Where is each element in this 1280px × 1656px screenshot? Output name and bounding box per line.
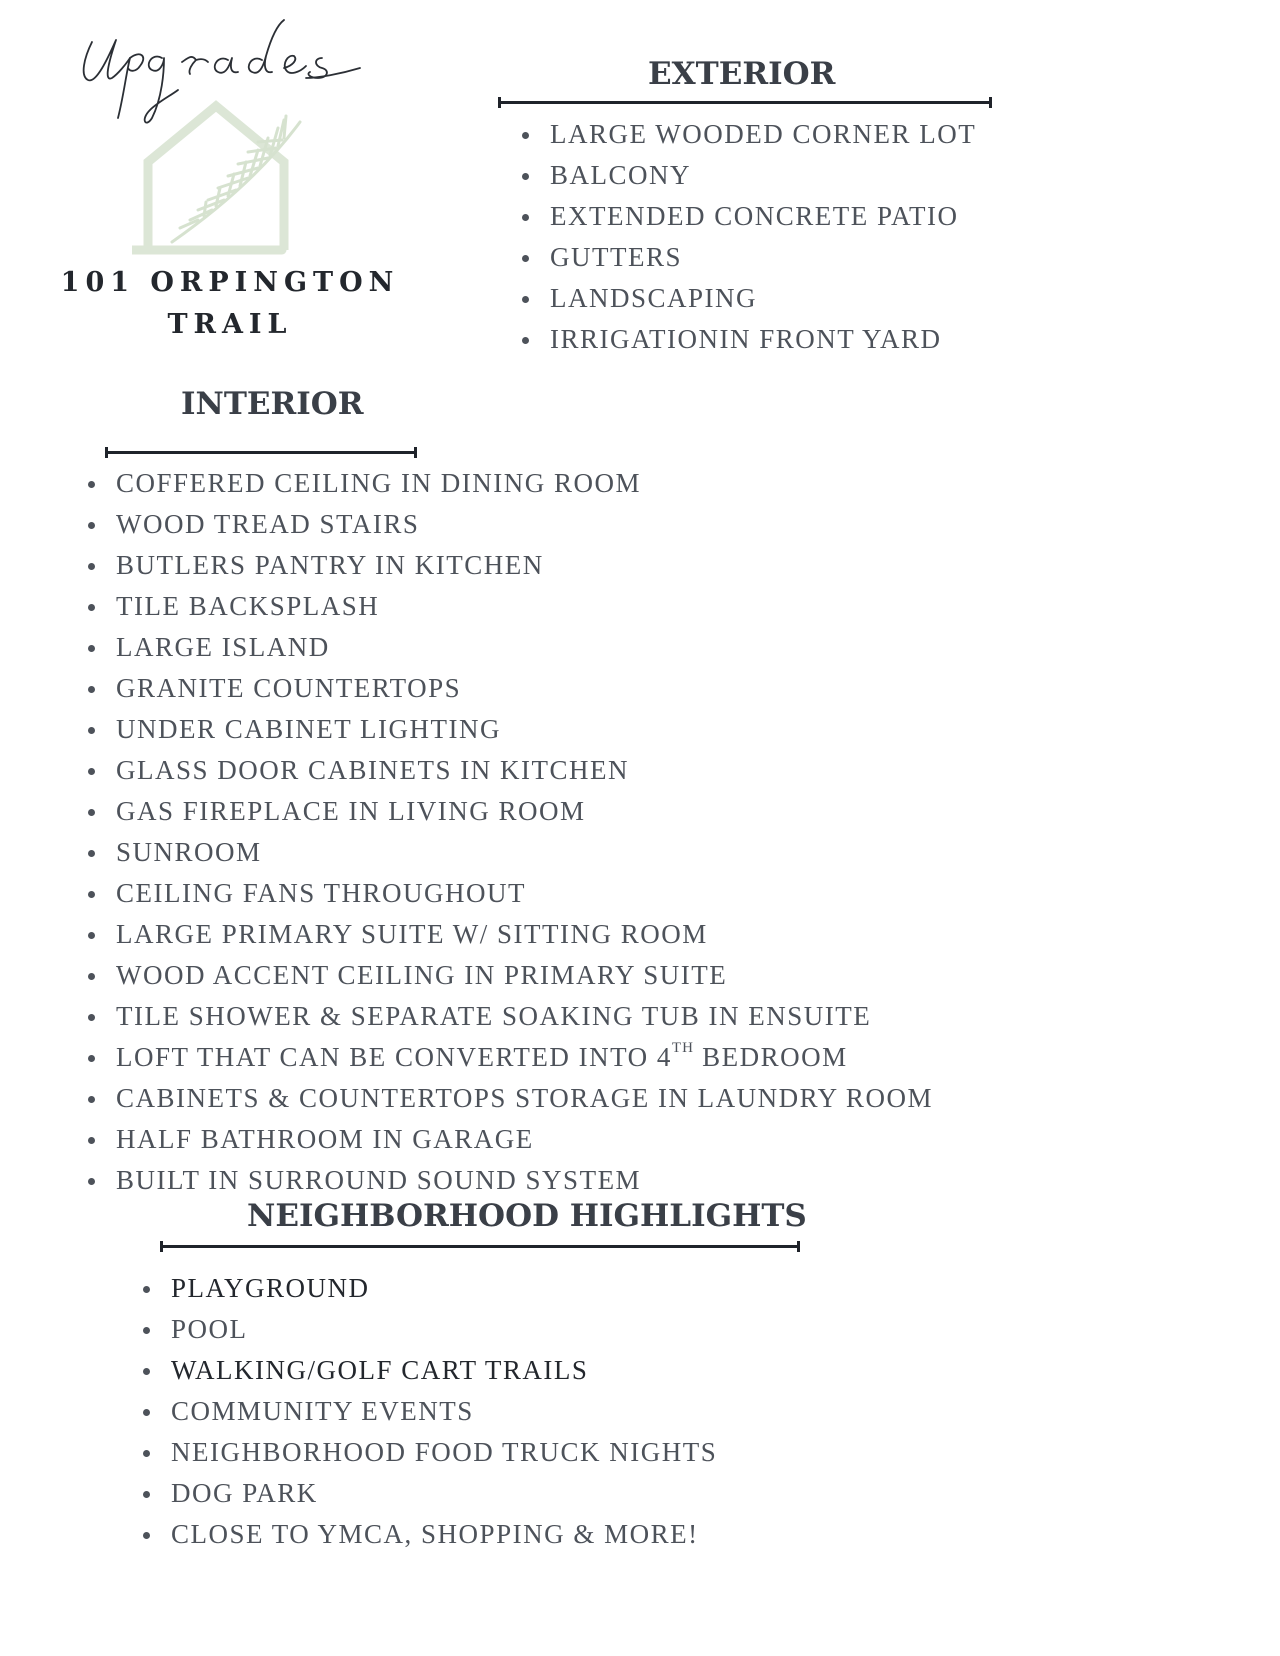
neighborhood-list: [139, 1268, 717, 1555]
list-item: SUNROOM: [84, 832, 933, 873]
list-item: DOG PARK: [139, 1473, 717, 1514]
list-item: IRRIGATIONIN FRONT YARD: [518, 319, 976, 360]
neighborhood-heading-rule: [160, 1245, 800, 1248]
list-item: UNDER CABINET LIGHTING: [84, 709, 933, 750]
list-item-loft: [84, 1037, 933, 1078]
list-item: LARGE WOODED CORNER LOT: [518, 114, 976, 155]
list-item: BALCONY: [518, 155, 976, 196]
list-item: WOOD ACCENT CEILING IN PRIMARY SUITE: [84, 955, 933, 996]
list-item: CEILING FANS THROUGHOUT: [84, 873, 933, 914]
list-item: LARGE ISLAND: [84, 627, 933, 668]
exterior-heading-rule: [498, 101, 992, 104]
list-item: POOL: [139, 1309, 717, 1350]
list-item: EXTENDED CONCRETE PATIO: [518, 196, 976, 237]
list-item: BUTLERS PANTRY IN KITCHEN: [84, 545, 933, 586]
list-item: WOOD TREAD STAIRS: [84, 504, 933, 545]
property-address: [60, 262, 400, 346]
neighborhood-heading: NEIGHBORHOOD HIGHLIGHTS: [247, 1198, 807, 1234]
list-item: TILE BACKSPLASH: [84, 586, 933, 627]
list-item: COFFERED CEILING IN DINING ROOM: [84, 463, 933, 504]
exterior-list: [518, 114, 976, 360]
address-line-2: TRAIL: [167, 309, 293, 340]
list-item: HALF BATHROOM IN GARAGE: [84, 1119, 933, 1160]
interior-heading: INTERIOR: [181, 386, 364, 422]
interior-list: [84, 463, 933, 1201]
loft-text: LOFT THAT CAN BE CONVERTED INTO 4: [116, 1042, 672, 1072]
list-item: GUTTERS: [518, 237, 976, 278]
list-item: TILE SHOWER & SEPARATE SOAKING TUB IN ENSUITE: [84, 996, 933, 1037]
list-item: CLOSE TO YMCA, SHOPPING & MORE!: [139, 1514, 717, 1555]
list-item: WALKING/GOLF CART TRAILS: [139, 1350, 717, 1391]
list-item: GRANITE COUNTERTOPS: [84, 668, 933, 709]
list-item: PLAYGROUND: [139, 1268, 717, 1309]
ordinal-superscript: TH: [671, 1040, 694, 1056]
list-item: COMMUNITY EVENTS: [139, 1391, 717, 1432]
list-item: GAS FIREPLACE IN LIVING ROOM: [84, 791, 933, 832]
interior-heading-rule: [105, 451, 417, 454]
loft-text-end: BEDROOM: [693, 1042, 848, 1072]
upgrades-script-logo: [78, 18, 378, 138]
exterior-heading: EXTERIOR: [648, 56, 836, 92]
list-item: BUILT IN SURROUND SOUND SYSTEM: [84, 1160, 933, 1201]
list-item: NEIGHBORHOOD FOOD TRUCK NIGHTS: [139, 1432, 717, 1473]
list-item: GLASS DOOR CABINETS IN KITCHEN: [84, 750, 933, 791]
list-item: CABINETS & COUNTERTOPS STORAGE IN LAUNDRY ROOM: [84, 1078, 933, 1119]
list-item: LARGE PRIMARY SUITE W/ SITTING ROOM: [84, 914, 933, 955]
address-line-1: 101 ORPINGTON: [60, 267, 400, 298]
list-item: LANDSCAPING: [518, 278, 976, 319]
